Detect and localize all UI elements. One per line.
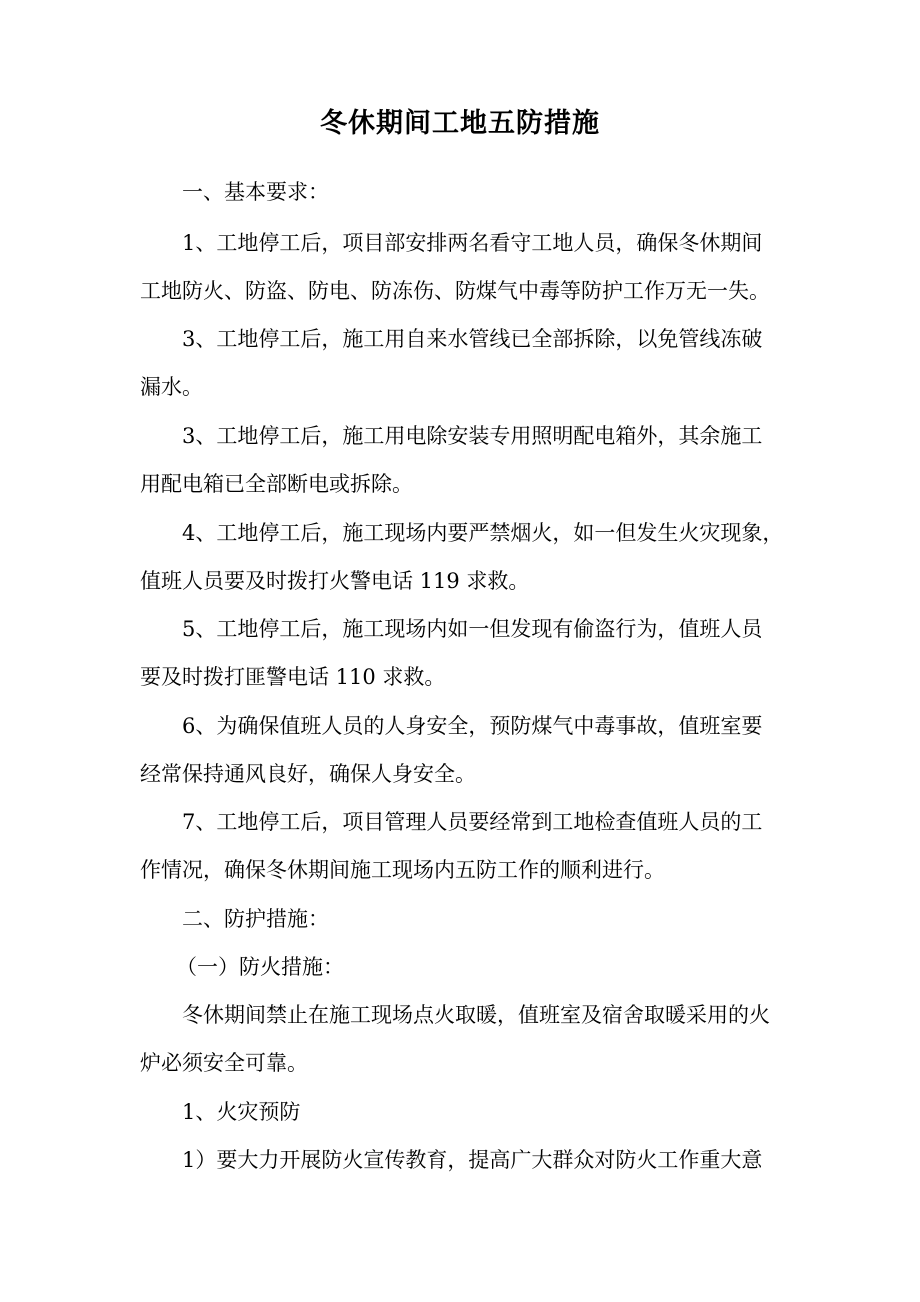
paragraph-line: 漏水。 [140,375,203,399]
paragraph-line: 值班人员要及时拨打火警电话 119 求救。 [140,569,530,593]
paragraph-line: 1）要大力开展防火宣传教育，提高广大群众对防火工作重大意 [182,1148,763,1172]
paragraph-line: 4、工地停工后，施工现场内要严禁烟火，如一但发生火灾现象， [182,521,784,545]
paragraph-line: 3、工地停工后，施工用电除安装专用照明配电箱外，其余施工 [182,424,763,448]
item-heading-fire-prevention: 1、火灾预防 [182,1100,301,1124]
paragraph-line: 冬休期间禁止在施工现场点火取暖，值班室及宿舍取暖采用的火 [182,1003,770,1027]
paragraph-line: 5、工地停工后，施工现场内如一但发现有偷盗行为，值班人员 [182,617,763,641]
paragraph-line: 用配电箱已全部断电或拆除。 [140,472,413,496]
paragraph-line: 工地防火、防盗、防电、防冻伤、防煤气中毒等防护工作万无一失。 [140,279,770,303]
section-heading-protective-measures: 二、防护措施： [182,907,329,931]
paragraph-line: 要及时拨打匪警电话 110 求救。 [140,665,446,689]
paragraph-line: 3、工地停工后，施工用自来水管线已全部拆除，以免管线冻破 [182,327,763,351]
document-title: 冬休期间工地五防措施 [320,108,600,139]
subsection-heading-fire-prevention: （一）防火措施： [176,955,344,979]
paragraph-line: 作情况，确保冬休期间施工现场内五防工作的顺利进行。 [140,858,665,882]
paragraph-line: 6、为确保值班人员的人身安全，预防煤气中毒事故，值班室要 [182,714,763,738]
paragraph-line: 经常保持通风良好，确保人身安全。 [140,762,476,786]
section-heading-basic-requirements: 一、基本要求： [182,180,329,204]
paragraph-line: 炉必须安全可靠。 [140,1051,308,1075]
paragraph-line: 7、工地停工后，项目管理人员要经常到工地检查值班人员的工 [182,810,763,834]
paragraph-line: 1、工地停工后，项目部安排两名看守工地人员，确保冬休期间 [182,231,763,255]
